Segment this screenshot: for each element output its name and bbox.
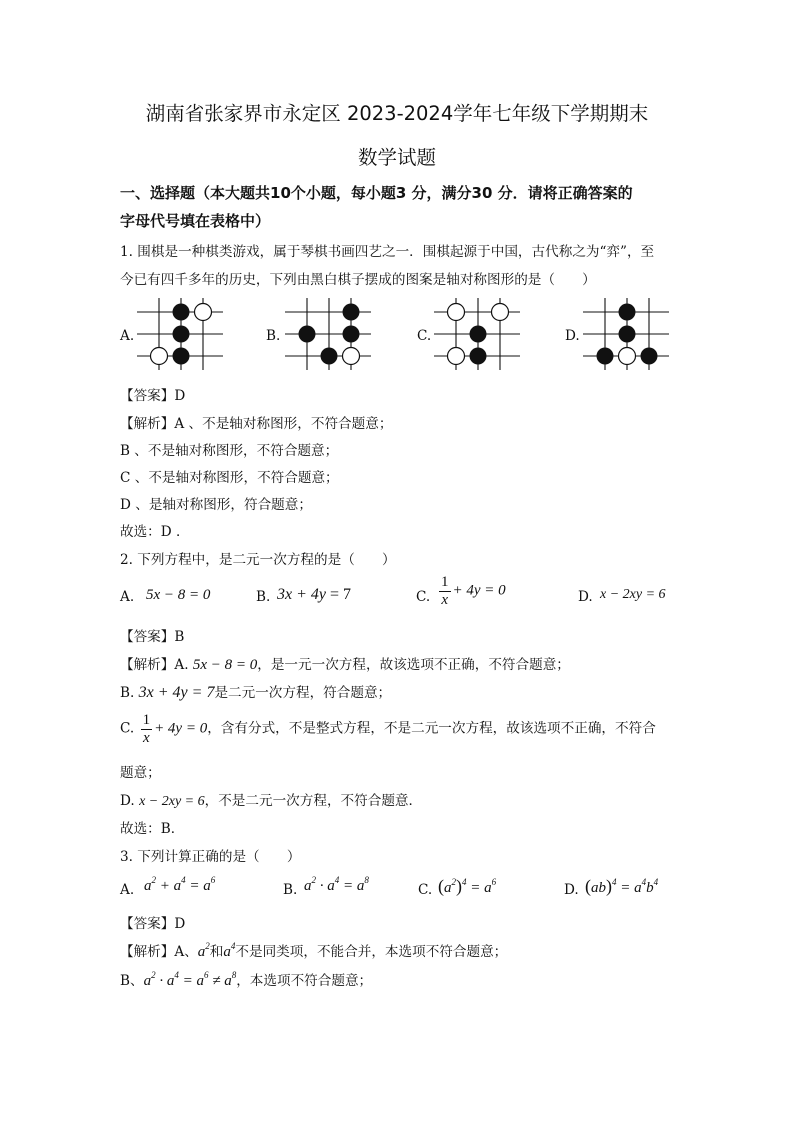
section-heading-line1: 一、选择题（本大题共10个小题，每小题3 分，满分30 分．请将正确答案的 [120,184,633,202]
q2-option-c-label: C. [416,589,431,605]
document-title-line2: 数学试题 [357,146,436,169]
q3-option-c-label: C. [418,882,433,898]
q3-option-d-label: D. [564,882,579,898]
q3-option-c-expression: $(a^2)^4 = a^6$ [438,876,497,896]
section-heading-line2: 字母代号填在表格中） [120,212,271,230]
q1-stem-line1: 1. 围棋是一种棋类游戏，属于琴棋书画四艺之一．围棋起源于中国，古代称之为“弈”，至 [120,244,655,260]
q1-option-c-label: C. [417,328,432,344]
go-board-option-d [583,298,669,370]
go-board-option-a [137,298,223,370]
q2-option-b-label: B. [256,589,271,605]
q2-analysis-a: 【解析】A. 5x − 8 = 0，是一元一次方程，故该选项不正确，不符合题意； [120,657,570,673]
q2-option-a-label: A. [120,589,135,605]
q2-analysis-c-cont: 题意； [120,765,161,781]
q3-answer: 【答案】D [120,916,186,932]
q1-analysis-line: C 、不是轴对称图形，不符合题意； [120,470,339,486]
q2-stem: 2. 下列方程中，是二元一次方程的是（ ） [120,552,396,568]
q2-option-b-equation: 3x + 4y = 7 [277,586,352,603]
q1-option-a-label: A. [120,328,135,344]
go-board-option-c [434,298,520,370]
q3-option-d-expression: $(ab)^4 = a^4b^4$ [585,876,659,896]
q3-analysis-b: B、$a^2 \cdot a^4 = a^6 \ne a^8$，本选项不符合题意； [120,970,373,989]
q2-answer: 【答案】B [120,629,185,645]
q3-option-b-expression: $a^2 \cdot a^4 = a^8$ [304,875,369,894]
q2-option-d-equation: x − 2xy = 6 [600,587,666,602]
q1-stem-line2: 今已有四千多年的历史，下列由黑白棋子摆成的图案是轴对称图形的是（ ） [120,272,596,288]
document-title-line1: 湖南省张家界市永定区 2023-2024学年七年级下学期期末 [145,102,649,125]
q3-stem: 3. 下列计算正确的是（ ） [120,849,301,865]
q1-analysis-line: D 、是轴对称图形，符合题意； [120,497,312,513]
q1-analysis-line: 【解析】A 、不是轴对称图形，不符合题意； [120,416,393,432]
q3-option-b-label: B. [283,882,298,898]
q2-option-c-equation: $\frac{1}{x}$ + 4y = 0 [441,574,506,608]
q2-analysis-b: B. 3x + 4y = 7是二元一次方程，符合题意； [120,684,392,701]
q1-analysis-line: B 、不是轴对称图形，不符合题意； [120,443,339,459]
q2-option-d-label: D. [578,589,593,605]
q1-answer: 【答案】D [120,388,186,404]
go-board-option-b [285,298,371,370]
q1-analysis-line: 故选：D ． [120,524,190,540]
q2-option-a-equation: 5x − 8 = 0 [146,587,211,603]
q1-option-b-label: B. [266,328,281,344]
q2-analysis-d: D. x − 2xy = 6，不是二元一次方程，不符合题意． [120,793,423,809]
q3-option-a-label: A. [120,882,135,898]
q3-analysis-a: 【解析】A、$a^2$和$a^4$不是同类项，不能合并，本选项不符合题意； [120,941,508,960]
q2-analysis-c: C. $\frac{1}{x}$ + 4y = 0，含有分式，不是整式方程，不是二元一次方程，故该选项不正确，不符合 [120,712,656,746]
q3-option-a-expression: $a^2 + a^4 = a^6$ [144,875,216,894]
q1-option-d-label: D. [565,328,580,344]
q2-conclusion: 故选：B． [120,821,185,837]
